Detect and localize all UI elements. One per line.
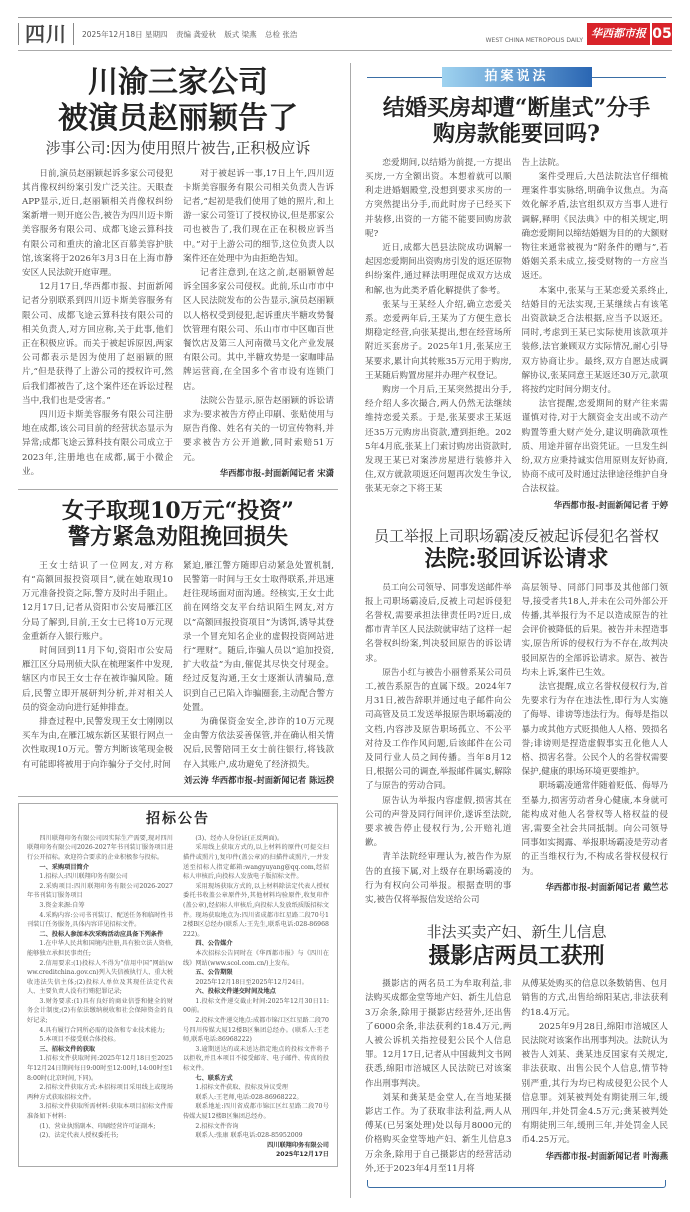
article4-column-2 xyxy=(522,581,669,908)
notice-heading: 六、投标文件递交时间及地点 xyxy=(195,988,276,996)
article4-kicker: 员工举报上司职场霸凌反被起诉侵犯名誉权 xyxy=(373,526,659,545)
proof-credit: 总检 张浩 xyxy=(265,29,298,39)
notice-paragraph: 采用现场获取方式的,以上材料除法定代表人授权委托书收盖公章原件外,其他材料均验原件,收复印件(盖公章),经招标人审核后,向投标人发放纸质版招标文件。现场获取地点为:四川省成都市红星路二段70号12楼B区总经办(联系人:王先生,联系电话:028-86968222)。 xyxy=(183,882,329,938)
paragraph: 从傅某处购买的信息以条数销售、包月销售的方式,出售给绵阳某店,非法获利约18.4万元。 xyxy=(521,979,668,1018)
notice-column-1 xyxy=(27,834,173,1160)
notice-paragraph: 联系人:王老师,电话:028-86968222。 xyxy=(195,1093,303,1101)
paragraph: 近日,成都大邑县法院成功调解一起因恋爱期间出资购房引发的返还原物纠纷案件,通过释法明理促成双方达成和解,也为此类矛盾化解提供了参考。 xyxy=(365,243,512,296)
notice-heading: 四、公告媒介 xyxy=(195,940,233,948)
paragraph: 时间回到11月下旬,资阳市公安局雁江区分局刑侦大队在梳理案件中发现,辖区内市民王女士存在被诈骗风险。随后,民警立即开展研判分析,并对相关人员的资金动向进行延伸排查。 xyxy=(22,645,173,713)
article2-body xyxy=(361,156,672,511)
layout-credit: 版式 梁燕 xyxy=(224,29,257,39)
notice-paragraph: 5.本项目不接受联合体投标。 xyxy=(39,1036,120,1044)
issue-date: 2025年12月18日 星期四 xyxy=(82,29,168,39)
paragraph: 恋爱期间,以结婚为前提,一方提出买房,一方全额出资。本想着就可以顺利走进婚姻殿堂,没想到要求买房的一方突然提出分手,而此时房子已经买下并装修,出资的一方能不能要回购房款呢? xyxy=(365,157,512,239)
notice-heading: 一、采购项目简介 xyxy=(39,863,89,871)
notice-paragraph: 1.投标文件递交截止时间:2025年12月30日11:00前。 xyxy=(183,997,329,1015)
article3-column-2 xyxy=(183,559,334,786)
article2-column-2 xyxy=(522,156,669,511)
section-rule xyxy=(18,489,338,490)
notice-paragraph: 3.招标文件获取所需材料:获取本项目招标文件需准备如下材料: xyxy=(27,1103,173,1121)
article5-column-2 xyxy=(522,977,669,1176)
article3-byline: 刘云涛 华西都市报-封面新闻记者 陈远揆 xyxy=(183,774,334,785)
paragraph: 张某与王某经人介绍,确立恋爱关系。恋爱两年后,王某为了方便生意长期稳定经营,向张某提出,想在经营场所附近买套房子。2025年1月,张某应王某要求,累计向其转账35万元用于购房,王某随后购置房屋并办理产权登记。 xyxy=(365,299,512,381)
paragraph: 为确保资金安全,涉诈的10万元现金由警方依法妥善保管,并在确认相关情况后,民警陪同王女士前往银行,将钱款存入其账户,成功避免了经济损失。 xyxy=(183,716,334,770)
article3-title-line1: 女子取现10万元“投资” xyxy=(62,497,294,524)
dateline xyxy=(82,29,303,40)
article4-body xyxy=(361,581,672,908)
article5-byline: 华西都市报-封面新闻记者 叶海燕 xyxy=(545,1150,668,1161)
paragraph: 购房一个月后,王某突然提出分手,经介绍人多次撮合,两人仍然无法继续维持恋爱关系。于是,张某要求王某返还35万元购房出资款,遭到拒绝。2025年4月底,张某上门索讨购房出资款时,发现王某已对案涉房屋进行装修并入住,双方就款项返还问题再次发生争议,张某无奈之下将王某 xyxy=(365,385,512,495)
notice-paragraph: 2.投标文件递交地点:成都市锦江区红星路二段70号四川传媒大厦12楼B区集团总经办。(联系人:王老师,联系电话:86968222) xyxy=(183,1017,329,1044)
notice-paragraph: 2.招标文件获取方式:本招标项目采用线上或现场两种方式获取招标文件。 xyxy=(27,1084,173,1101)
notice-paragraph: 2025年12月18日至2025年12月24日。 xyxy=(195,978,308,986)
masthead xyxy=(18,18,672,50)
notice-paragraph: 2.采购项目:四川联翔印务有限公司2026-2027年书刊装订服务项目 xyxy=(27,882,173,900)
article1-subtitle: 涉事公司:因为使用照片被告,正积极应诉 xyxy=(45,139,311,157)
paragraph: 王女士结识了一位网友,对方称有“高额回报投资项目”,就在她取现10万元准备投资之际,警方及时出手阻止。12月17日,记者从资阳市公安局雁江区分局了解到,目前,王女士已将10万元现金重新存入银行账户。 xyxy=(22,560,173,642)
paper-logo: 华西都市报 xyxy=(587,23,650,45)
article-cash-investment xyxy=(18,498,338,796)
notice-paragraph: 四川联翔印务有限公司因实际生产需要,现对四川联翔印务有限公司2026-2027年书刊装订服务项目进行公开招标。欢迎符合要求的企业积极参与投标。 xyxy=(27,834,173,861)
article5-body xyxy=(361,977,672,1176)
paper-name-english: WEST CHINA METROPOLIS DAILY xyxy=(485,37,583,44)
notice-signature: 2025年12月17日 xyxy=(275,1151,329,1159)
column-divider xyxy=(350,63,351,1198)
article-zhao-liying xyxy=(18,65,338,489)
paragraph: 原告认为举报内容虚假,损害其在公司的声誉及同行间评价,遂诉至法院,要求被告停止侵权行为,公开赔礼道歉。 xyxy=(365,795,512,849)
notice-heading: 五、公告期限 xyxy=(195,969,233,977)
notice-heading: 七、联系方式 xyxy=(195,1074,233,1082)
paragraph: 记者注意到,在这之前,赵丽颖曾起诉全国多家公司侵权。此前,乐山市市中区人民法院发布的公告显示,演员赵丽颖以人格权受到侵犯,起诉重庆半糖攻势餐饮管理有限公司、乐山市市中区咖百世餐饮店及第三人河南微马文化产业发展有限公司。其中,半糖攻势是一家咖啡品牌运营商,在全国多个省市设有连锁门店。 xyxy=(183,267,334,392)
notice-paragraph: 4.具有履行合同所必需的设备和专业技术能力; xyxy=(39,1026,165,1034)
notice-paragraph: 本次招标公告同时在《华西都市报》与《四川在线》网站(www.scol.com.cn/)上发布。 xyxy=(183,949,329,967)
paragraph: 法院公告显示,原告赵丽颖的诉讼请求为:要求被告方停止印刷、张贴使用与原告肖像、姓名有关的一切宣传物料,并要求被告方公开道歉,同时索赔51万元。 xyxy=(183,395,334,463)
article-breakup-house xyxy=(361,95,672,521)
article5-heading xyxy=(361,923,672,969)
paragraph: 告上法院。 xyxy=(521,157,565,168)
paragraph: 员工向公司领导、同事发送邮件举报上司职场霸凌后,反被上司起诉侵犯名誉权,需要承担法律责任吗?近日,成都市青羊区人民法院就审结了这样一起名誉权纠纷案,判决驳回原告的诉讼请求。 xyxy=(365,582,512,664)
paragraph: 紧迫,雁江警方随即启动紧急处置机制,民警第一时间与王女士取得联系,并迅速赶往现场面对面沟通。经核实,王女士此前在网络交友平台结识陌生网友,对方以“高额回报投资项目”为诱饵,诱导其登录一个冒充知名企业的虚假投资网站进行“理财”。随后,诈骗人员以“追加投资,扩大收益”为由,催促其尽快交付现金。经过反复沟通,王女士逐渐认清骗局,意识到自己已陷入诈骗圈套,主动配合警方处置。 xyxy=(183,560,334,713)
article5-column-1 xyxy=(365,977,512,1176)
paragraph: 摄影店的两名员工为牟取利益,非法购买成都金堂等地产妇、新生儿信息3万余条,除用于摄影店经营外,还出售了6000余条,非法获利约18.4万元,两人被公诉机关指控侵犯公民个人信息罪。12月17日,记者从中国裁判文书网获悉,绵阳市涪城区人民法院已对该案作出刑事判决。 xyxy=(365,979,512,1089)
article-workplace-bullying xyxy=(361,527,672,918)
notice-paragraph: 3.资金来源:自筹 xyxy=(39,901,85,909)
article4-heading xyxy=(361,527,672,573)
notice-title: 招标公告 xyxy=(146,810,210,827)
right-column xyxy=(357,55,672,1198)
article5-title: 摄影店两员工获刑 xyxy=(428,942,605,969)
notice-paragraph: 1.招标人:四川联翔印务有限公司 xyxy=(39,873,128,881)
notice-paragraph: 1.招标文件获取时间:2025年12月18日至2025年12月24日期间每日9:00时至12:00时,14:00时至18:00时(北京时间,下同)。 xyxy=(27,1055,173,1082)
editor-credit: 责编 龚爱秋 xyxy=(175,29,216,39)
article3-body xyxy=(18,559,338,786)
notice-paragraph: 3.逾期送达的或未送达指定地点的投标文件将予以拒收,并且本项目不接受邮寄、电子邮件、传真的投标文件。 xyxy=(183,1045,329,1073)
article4-byline: 华西都市报-封面新闻记者 戴竺芯 xyxy=(545,881,668,892)
notice-body xyxy=(27,834,329,1160)
notice-paragraph: (3)、经办人身份证(正反两面)。 xyxy=(195,834,284,842)
paragraph: 对于被起诉一事,17日上午,四川迈卡斯美容服务有限公司相关负责人告诉记者,“起初是我们使用了她的照片,和上游一家公司签订了授权协议,但是那家公司也被告了,我们现在正在积极应诉当中。”对于上游公司的细节,这位负责人以案件还在处理中为由拒绝告知。 xyxy=(183,168,334,264)
notice-heading: 二、投标人参加本次采购活动应具备下列条件 xyxy=(39,930,164,938)
paragraph: 法官提醒,成立名誉权侵权行为,首先要求行为存在违法性,即行为人实施了侮辱、诽谤等违法行为。侮辱是指以暴力或其他方式贬损他人人格、毁损名誉;诽谤则是捏造虚假事实丑化他人人格、损害名誉。公民个人的名誉权需要保护,健康的职场环境更要维护。 xyxy=(521,681,668,778)
article3-heading xyxy=(18,498,338,551)
paragraph: 刘某和龚某是金堂人,在当地某摄影店工作。为了获取非法利益,两人从傅某(已另案处理)处以每月8000元的价格购买金堂等地产妇、新生儿信息3万余条,除用于自己摄影店的经营活动外,还于2023年4月至11月将 xyxy=(365,1092,512,1174)
column-kicker xyxy=(367,67,666,89)
article1-title-line2: 被演员赵丽颖告了 xyxy=(58,101,298,136)
article1-byline: 华西都市报-封面新闻记者 宋潇 xyxy=(219,467,334,478)
notice-paragraph: 1.招标文件获取、投标及异议受理 xyxy=(195,1084,288,1092)
article2-title-line2: 购房款能要回吗? xyxy=(433,121,600,148)
article4-title: 法院:驳回诉讼请求 xyxy=(424,546,609,573)
notice-paragraph: 3.财务要求:(1)具有良好的商业信誉和健全的财务会计制度;(2)有依法缴纳税收和社会保障资金的良好记录; xyxy=(27,997,173,1025)
paragraph: 职场霸凌通常伴随着贬低、侮辱乃至暴力,损害劳动者身心健康,本身就可能构成对他人名誉权等人格权益的侵害,需要全社会共同抵制。向公司领导同事如实揭露、举报职场霸凌是劳动者的正当维权行为,不构成名誉权侵权行为。 xyxy=(521,781,668,877)
column-bracket xyxy=(367,1180,666,1188)
paragraph: 高层领导、同部门同事及其他部门领导,接受者共18人,并未在公司外部公开传播,其举报行为不足以造成原告的社会评价被降低的后果。被告并未捏造事实,原告所诉的侵权行为不存在,故判决驳回原告的全部诉讼请求。原告、被告均未上诉,案件已生效。 xyxy=(521,582,668,678)
article3-column-1 xyxy=(22,559,173,786)
paragraph: 日前,演员赵丽颖起诉多家公司侵犯其肖像权纠纷案引发广泛关注。天眼查APP显示,近日,赵丽颖相关肖像权纠纷案新增一则开庭公告,被告为四川迈卡斯美容服务有限公司、成都飞途云算科技有限公司和重庆的渝北区百慕美容护肤馆,该案将于2026年3月3日在上海市静安区人民法院开庭审理。 xyxy=(22,168,173,278)
article1-title-line1: 川渝三家公司 xyxy=(88,65,268,100)
article2-heading xyxy=(361,95,672,148)
paragraph: 本案中,张某与王某恋爱关系终止,结婚目的无法实现,王某继续占有该笔出资款缺乏合法根据,应当予以返还。同时,考虑到王某已实际使用该款项并装修,法官兼顾双方实际情况,耐心引导双方协商让步。最终,双方自愿达成调解协议,张某同意王某返还30万元,款项将按约定时间分期支付。 xyxy=(521,285,668,396)
article1-heading xyxy=(18,65,338,159)
article4-column-1 xyxy=(365,581,512,908)
notice-paragraph: (1)、营业执照副本、印刷经营许可证副本; xyxy=(39,1122,156,1130)
left-column xyxy=(18,55,344,1167)
paragraph: 四川迈卡斯美容服务有限公司注册地在成都,该公司目前的经营状态显示为异常;成都飞途云算科技有限公司成立于2023年,注册地也在成都,属于小微企业。 xyxy=(22,409,173,477)
article2-column-1 xyxy=(365,156,512,511)
notice-paragraph: 2.招标文件咨询 xyxy=(195,1122,239,1130)
paragraph: 排查过程中,民警发现王女士刚刚以买车为由,在雁江城东新区某银行网点一次性取现10万元。警方判断该笔现金极有可能即将被用于向诈骗分子交付,时间 xyxy=(22,716,173,770)
article-photo-studio xyxy=(361,923,672,1198)
notice-paragraph: 联系人:张康 联系电话:028-85952009 xyxy=(195,1132,303,1140)
article2-title-line1: 结婚买房却遭“断崖式”分手 xyxy=(382,95,651,121)
notice-paragraph: 4.采购内容:公司书刊装订、配送任务和临时性书刊装订任务服务,具体内容详见招标文件。 xyxy=(27,911,173,929)
page-grid xyxy=(18,55,672,1198)
paragraph: 原告小红与被告小丽曾系某公司员工,被告系原告的直属下级。2024年7月31日,被告辞职并通过电子邮件向公司高管及员工发送举报原告职场霸凌的文档,内容涉及原告职场孤立、不公平对待及工作作风问题,后该邮件在公司及同行业人员之间传播。当年8月12日,根据公司的调查,举报邮件属实,解除了与原告的劳动合同。 xyxy=(365,667,512,792)
notice-paragraph: 1.在中华人民共和国境内注册,具有独立法人资格,能够独立承担民事责任; xyxy=(27,940,173,957)
article3-title-line2: 警方紧急劝阻挽回损失 xyxy=(67,524,288,551)
notice-paragraph: 采用线上获取方式的,以上材料的原件(可提交扫描件或照片),复印件(盖公章)的扫描件或照片,一并发送至招标人指定邮箱:wangyuyang@qq.com,经招标人审核后,向投标人发放电子版招标文件。 xyxy=(183,844,329,881)
tender-notice xyxy=(18,803,338,1167)
section-name: 四川 xyxy=(18,23,74,45)
page-number: 05 xyxy=(652,23,672,45)
paragraph: 12月17日,华西都市报、封面新闻记者分别联系到四川迈卡斯美容服务有限公司、成都飞途云算科技有限公司的相关负责人,对方回应称,关于此事,他们正在积极应诉。而关于被起诉原因,两家公司都表示是因为使用了赵丽颖的照片,“但是获得了上游公司的授权许可,然后我们都被告了,这个案件还在诉讼过程当中,我们也是受害者。” xyxy=(22,282,173,406)
paragraph: 法官提醒,恋爱期间的财产往来需谨慎对待,对于大额资金支出或不动产购置等重大财产处分,建议明确款项性质、用途并留存出资凭证。一旦发生纠纷,双方应秉持诚实信用原则友好协商,协商不成可及时通过法律途径维护自身合法权益。 xyxy=(521,399,668,495)
paragraph: 青羊法院经审理认为,被告作为原告的直接下属,对上级存在职场霸凌的行为有权向公司举报。根据查明的事实,被告仅将举报信发送给公司 xyxy=(365,852,512,906)
kicker-label: 拍案说法 xyxy=(442,67,592,87)
notice-column-2 xyxy=(183,834,329,1160)
notice-paragraph: 联系地址:四川省成都市锦江区红星路二段70号传媒大厦12楼B区集团总经办。 xyxy=(183,1103,329,1121)
article1-body xyxy=(18,167,338,479)
paragraph: 2025年9月28日,绵阳市涪城区人民法院对该案作出刑事判决。法院认为被告人刘某、龚某违反国家有关规定,非法获取、出售公民个人信息,情节特别严重,其行为均已构成侵犯公民个人信息罪。刘某被判处有期徒刑三年,缓刑四年,并处罚金4.5万元;龚某被判处有期徒刑三年,缓刑三年,并处罚金人民币4.25万元。 xyxy=(521,1021,668,1146)
masthead-rule xyxy=(18,50,672,51)
article5-kicker: 非法买卖产妇、新生儿信息 xyxy=(426,923,607,942)
article1-column-1 xyxy=(22,167,173,479)
notice-signature: 四川联翔印务有限公司 xyxy=(267,1141,329,1149)
notice-paragraph: 2.信用要求:(1)投标人不得为“信用中国”网站(www.creditchina.gov.cn)列入失信被执行人、重大税收违法失信主体;(2)投标人单位及其现任法定代表人、主要负责人没有行贿犯罪记录; xyxy=(27,959,173,996)
notice-paragraph: (2)、法定代表人授权委托书; xyxy=(39,1132,119,1140)
article2-byline: 华西都市报-封面新闻记者 于婷 xyxy=(553,499,668,510)
section-rule xyxy=(18,796,338,797)
paragraph: 案件受理后,大邑法院法官仔细梳理案件事实脉络,明确争议焦点。为高效化解矛盾,法官组织双方当事人进行调解,释明《民法典》中的相关规定,明确恋爱期间以缔结婚姻为目的的大额财物往来通常被视为“附条件的赠与”,若婚姻关系未成立,接受财物的一方应当返还。 xyxy=(521,171,668,282)
notice-heading: 三、招标文件的获取 xyxy=(39,1045,96,1053)
article1-column-2 xyxy=(183,167,334,479)
